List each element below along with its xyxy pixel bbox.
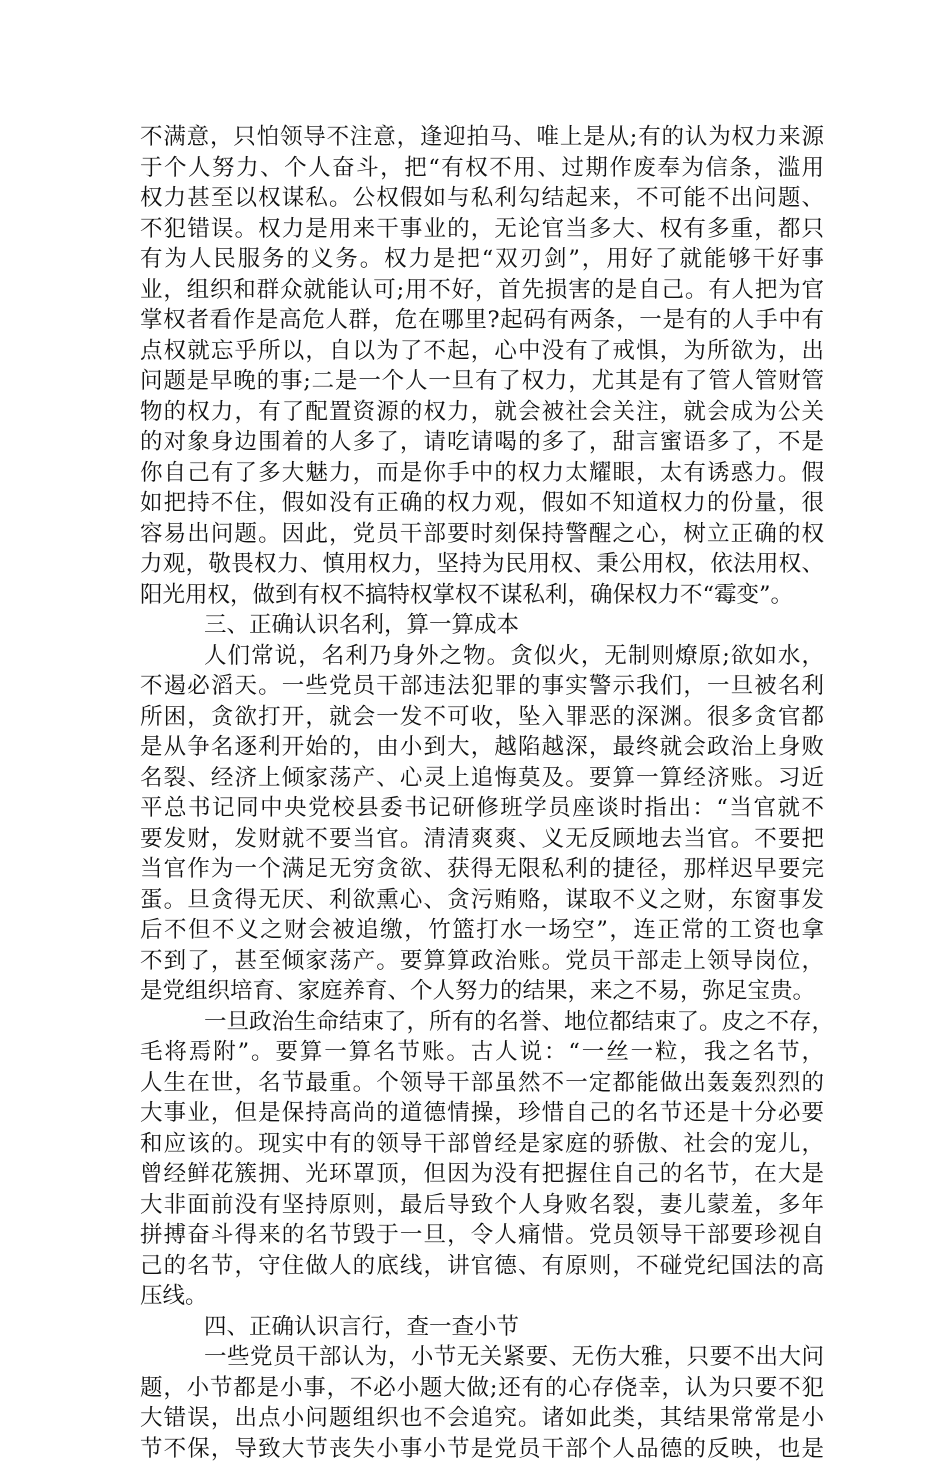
text-line: 要发财，发财就不要当官。清清爽爽、义无反顾地去当官。不要把	[140, 824, 824, 855]
text-line: 是党组织培育、家庭养育、个人努力的结果，来之不易，弥足宝贵。	[140, 976, 824, 1007]
text-line: 题，小节都是小事，不必小题大做;还有的心存侥幸，认为只要不犯	[140, 1373, 824, 1404]
text-line: 业，组织和群众就能认可;用不好，首先损害的是自己。有人把为官	[140, 275, 824, 306]
text-line: 所困，贪欲打开，就会一发不可收，坠入罪恶的深渊。很多贪官都	[140, 702, 824, 733]
section-heading-four: 四、正确认识言行，查一查小节	[140, 1312, 824, 1343]
text-line: 大事业，但是保持高尚的道德情操，珍惜自己的名节还是十分必要	[140, 1098, 824, 1129]
text-line: 大非面前没有坚持原则，最后导致个人身败名裂，妻儿蒙羞，多年	[140, 1190, 824, 1221]
text-line: 有为人民服务的义务。权力是把“双刃剑”，用好了就能够干好事	[140, 244, 824, 275]
paragraph-power	[140, 122, 824, 610]
paragraph-details	[140, 1342, 824, 1464]
text-line: 阳光用权，做到有权不搞特权掌权不谋私利，确保权力不“霉变”。	[140, 580, 824, 611]
text-line: 不到了，甚至倾家荡产。要算算政治账。党员干部走上领导岗位，	[140, 946, 824, 977]
text-line: 一些党员干部认为，小节无关紧要、无伤大雅，只要不出大问	[140, 1342, 824, 1373]
paragraph-reputation	[140, 1007, 824, 1312]
section-heading-three: 三、正确认识名利，算一算成本	[140, 610, 824, 641]
text-line: 于个人努力、个人奋斗，把“有权不用、过期作废奉为信条，滥用	[140, 153, 824, 184]
text-line: 拼搏奋斗得来的名节毁于一旦，令人痛惜。党员领导干部要珍视自	[140, 1220, 824, 1251]
text-line: 问题是早晚的事;二是一个人一旦有了权力，尤其是有了管人管财管	[140, 366, 824, 397]
text-line: 一旦政治生命结束了，所有的名誉、地位都结束了。皮之不存，	[140, 1007, 824, 1038]
text-line: 后不但不义之财会被追缴，竹篮打水一场空”，连正常的工资也拿	[140, 915, 824, 946]
paragraph-fame	[140, 641, 824, 1007]
text-line: 名裂、经济上倾家荡产、心灵上追悔莫及。要算一算经济账。习近	[140, 763, 824, 794]
text-line: 如把持不住，假如没有正确的权力观，假如不知道权力的份量，很	[140, 488, 824, 519]
text-line: 己的名节，守住做人的底线，讲官德、有原则，不碰党纪国法的高	[140, 1251, 824, 1282]
text-line: 的对象身边围着的人多了，请吃请喝的多了，甜言蜜语多了，不是	[140, 427, 824, 458]
text-line: 压线。	[140, 1281, 824, 1312]
text-line: 当官作为一个满足无穷贪欲、获得无限私利的捷径，那样迟早要完	[140, 854, 824, 885]
text-line: 蛋。旦贪得无厌、利欲熏心、贪污贿赂，谋取不义之财，东窗事发	[140, 885, 824, 916]
text-line: 你自己有了多大魅力，而是你手中的权力太耀眼，太有诱惑力。假	[140, 458, 824, 489]
text-line: 不满意，只怕领导不注意，逢迎拍马、唯上是从;有的认为权力来源	[140, 122, 824, 153]
text-line: 点权就忘乎所以，自以为了不起，心中没有了戒惧，为所欲为，出	[140, 336, 824, 367]
text-line: 不遏必滔天。一些党员干部违法犯罪的事实警示我们，一旦被名利	[140, 671, 824, 702]
text-line: 物的权力，有了配置资源的权力，就会被社会关注，就会成为公关	[140, 397, 824, 428]
text-line: 曾经鲜花簇拥、光环罩顶，但因为没有把握住自己的名节，在大是	[140, 1159, 824, 1190]
text-line: 和应该的。现实中有的领导干部曾经是家庭的骄傲、社会的宠儿，	[140, 1129, 824, 1160]
text-line: 不犯错误。权力是用来干事业的，无论官当多大、权有多重，都只	[140, 214, 824, 245]
text-line: 容易出问题。因此，党员干部要时刻保持警醒之心，树立正确的权	[140, 519, 824, 550]
text-line: 人生在世，名节最重。个领导干部虽然不一定都能做出轰轰烈烈的	[140, 1068, 824, 1099]
text-line: 是从争名逐利开始的，由小到大，越陷越深，最终就会政治上身败	[140, 732, 824, 763]
text-line: 节不保，导致大节丧失小事小节是党员干部个人品德的反映，也是	[140, 1434, 824, 1464]
text-line: 力观，敬畏权力、慎用权力，坚持为民用权、秉公用权，依法用权、	[140, 549, 824, 580]
text-line: 平总书记同中央党校县委书记研修班学员座谈时指出：“当官就不	[140, 793, 824, 824]
document-page	[140, 122, 824, 1464]
text-line: 掌权者看作是高危人群，危在哪里?起码有两条，一是有的人手中有	[140, 305, 824, 336]
text-line: 人们常说，名利乃身外之物。贪似火，无制则燎原;欲如水，	[140, 641, 824, 672]
text-line: 毛将焉附”。要算一算名节账。古人说：“一丝一粒，我之名节，	[140, 1037, 824, 1068]
text-line: 权力甚至以权谋私。公权假如与私利勾结起来，不可能不出问题、	[140, 183, 824, 214]
text-line: 大错误，出点小问题组织也不会追究。诸如此类，其结果常常是小	[140, 1403, 824, 1434]
